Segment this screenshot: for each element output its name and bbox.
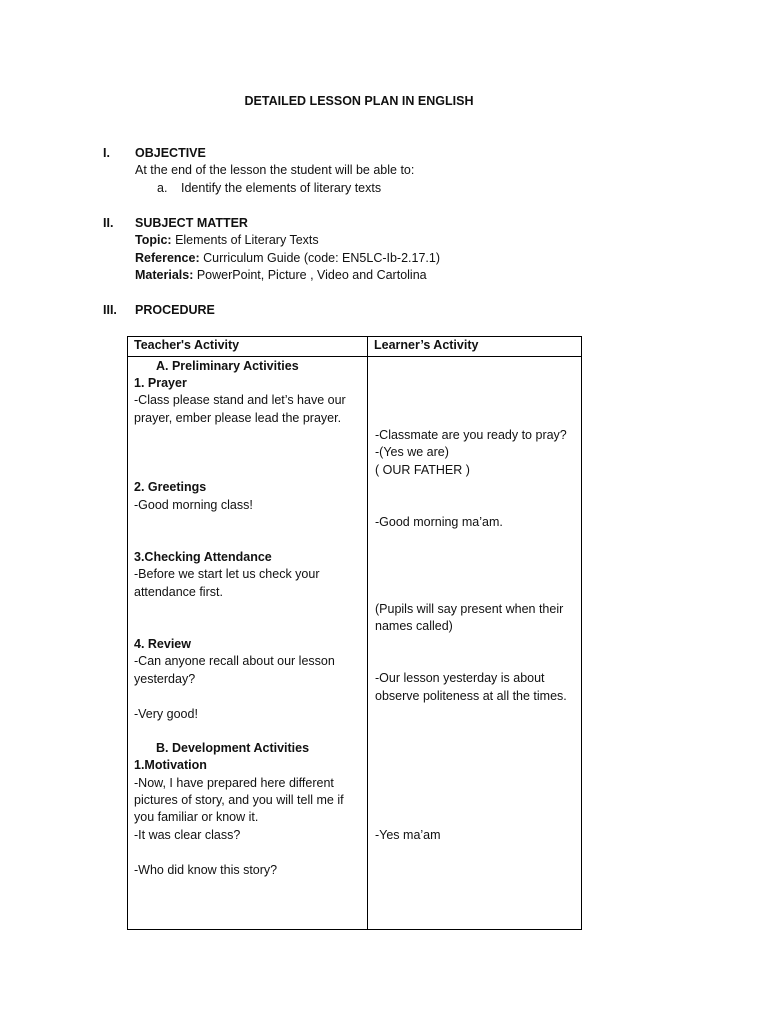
teacher-activity-cell (128, 357, 368, 930)
objective-item-text: Identify the elements of literary texts (181, 181, 382, 195)
section-number-subject-matter: II. (103, 216, 114, 230)
objective-item-letter: a. (157, 181, 168, 195)
reference-value: Curriculum Guide (code: EN5LC-Ib-2.17.1) (203, 251, 441, 265)
teacher-line: yesterday? (134, 672, 196, 686)
teacher-line: -Now, I have prepared here different (134, 776, 334, 790)
teacher-line: 2. Greetings (134, 480, 207, 494)
teacher-line: -Who did know this story? (134, 863, 278, 877)
teacher-line: you familiar or know it. (134, 810, 259, 824)
procedure-table (127, 336, 582, 930)
objective-intro: At the end of the lesson the student will be able to: (135, 163, 415, 177)
learner-activity-cell (368, 357, 582, 930)
materials-line (135, 268, 427, 282)
learner-line: -Yes ma’am (375, 828, 441, 842)
learner-line: -Good morning ma’am. (375, 515, 503, 529)
teacher-line: 3.Checking Attendance (134, 550, 272, 564)
teacher-line: B. Development Activities (156, 741, 310, 755)
learner-line: ( OUR FATHER ) (375, 463, 470, 477)
topic-line (135, 233, 319, 247)
teacher-activity-header: Teacher's Activity (128, 337, 368, 357)
reference-line (135, 251, 440, 265)
learner-line: names called) (375, 619, 453, 633)
section-number-objective: I. (103, 146, 110, 160)
materials-value: PowerPoint, Picture , Video and Cartolina (196, 268, 427, 282)
teacher-line: prayer, ember please lead the prayer. (134, 411, 342, 425)
teacher-line: 4. Review (134, 637, 191, 651)
document-title: DETAILED LESSON PLAN IN ENGLISH (244, 94, 474, 108)
topic-value: Elements of Literary Texts (175, 233, 319, 247)
teacher-line: 1.Motivation (134, 758, 207, 772)
materials-label: Materials: (135, 268, 194, 282)
teacher-line: -Very good! (134, 707, 198, 721)
section-heading-subject-matter: SUBJECT MATTER (135, 216, 248, 230)
section-heading-objective: OBJECTIVE (135, 146, 206, 160)
teacher-line: -Can anyone recall about our lesson (134, 654, 335, 668)
learner-line: observe politeness at all the times. (375, 689, 567, 703)
procedure-table-body-row (128, 357, 582, 930)
teacher-line: -Before we start let us check your (134, 567, 320, 581)
teacher-line: A. Preliminary Activities (156, 359, 299, 373)
learner-activity-header: Learner’s Activity (368, 337, 582, 357)
learner-line: -(Yes we are) (375, 445, 449, 459)
learner-line: -Our lesson yesterday is about (375, 671, 545, 685)
procedure-table-header-row (128, 337, 582, 357)
teacher-line: pictures of story, and you will tell me if (134, 793, 344, 807)
teacher-line: -Class please stand and let’s have our (134, 393, 346, 407)
learner-line: (Pupils will say present when their (375, 602, 564, 616)
teacher-line: attendance first. (134, 585, 223, 599)
topic-label: Topic: (135, 233, 172, 247)
learner-line: -Classmate are you ready to pray? (375, 428, 567, 442)
teacher-line: -It was clear class? (134, 828, 241, 842)
section-number-procedure: III. (103, 303, 117, 317)
section-heading-procedure: PROCEDURE (135, 303, 215, 317)
teacher-line: -Good morning class! (134, 498, 253, 512)
teacher-line: 1. Prayer (134, 376, 187, 390)
reference-label: Reference: (135, 251, 200, 265)
